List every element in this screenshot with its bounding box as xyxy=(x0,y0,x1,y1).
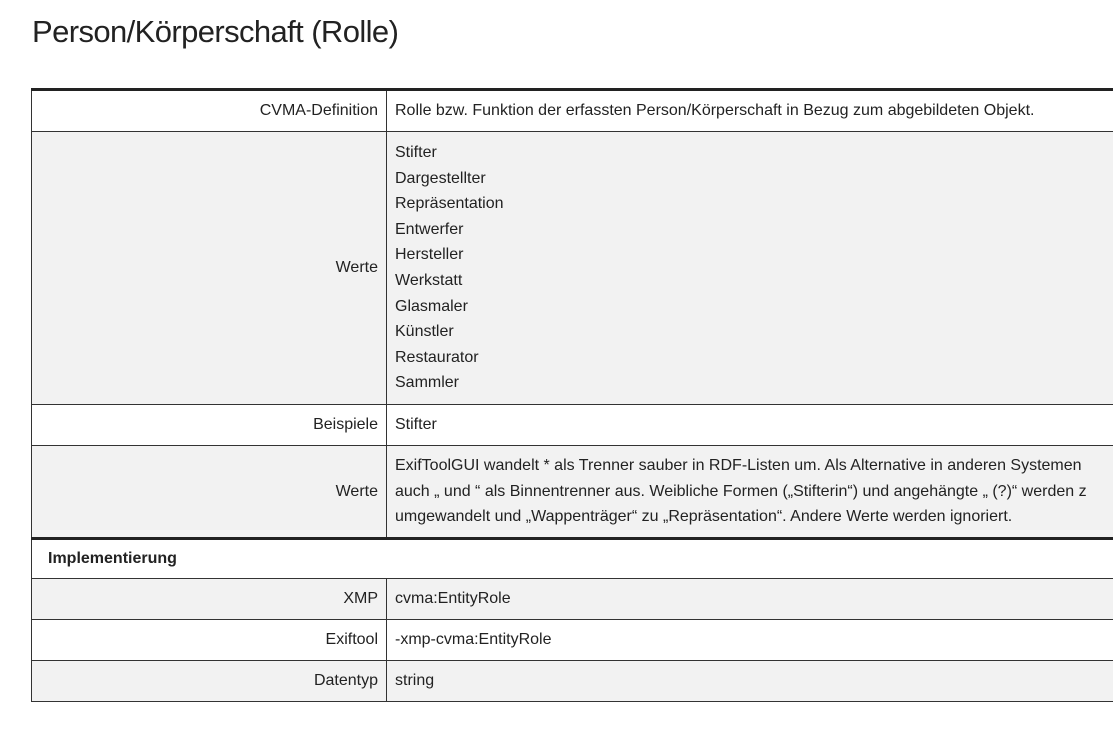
werte-notes-line: auch „ und “ als Binnentrenner aus. Weibliche Formen („Stifterin“) und angehängte „ (?)“ werden z xyxy=(395,482,1087,500)
werte-value: Werkstatt xyxy=(395,271,463,289)
table-row-beispiele xyxy=(32,404,1113,445)
werte-notes-label: Werte xyxy=(32,445,387,538)
table-row-datentyp xyxy=(32,660,1113,701)
werte-value: Glasmaler xyxy=(395,297,468,315)
datentyp-label: Datentyp xyxy=(32,660,387,701)
table-row-exiftool xyxy=(32,619,1113,660)
werte-value: Repräsentation xyxy=(395,195,504,213)
werte-value: Hersteller xyxy=(395,246,464,264)
table-row-definition xyxy=(32,90,1113,132)
implementierung-heading: Implementierung xyxy=(32,538,1113,578)
werte-value-list xyxy=(387,132,1113,405)
table-row-werte xyxy=(32,132,1113,405)
werte-notes-line: umgewandelt und „Wappenträger“ zu „Repräsentation“. Andere Werte werden ignoriert. xyxy=(395,508,1013,526)
werte-value: Künstler xyxy=(395,323,454,341)
werte-notes-line: ExifToolGUI wandelt * als Trenner sauber in RDF-Listen um. Als Alternative in anderen Systemen xyxy=(395,456,1082,474)
werte-value: Stifter xyxy=(395,144,437,161)
definition-value: Rolle bzw. Funktion der erfassten Person/Körperschaft in Bezug zum abgebildeten Objekt. xyxy=(387,90,1113,132)
werte-value: Entwerfer xyxy=(395,220,464,238)
werte-value: Dargestellter xyxy=(395,169,486,187)
beispiele-value: Stifter xyxy=(387,404,1113,445)
werte-label: Werte xyxy=(32,132,387,405)
page-title: Person/Körperschaft (Rolle) xyxy=(32,14,399,49)
werte-notes-value xyxy=(387,445,1113,538)
werte-value: Sammler xyxy=(395,374,460,392)
exiftool-label: Exiftool xyxy=(32,619,387,660)
werte-value: Restaurator xyxy=(395,348,479,366)
definition-label: CVMA-Definition xyxy=(32,90,387,132)
section-heading-implementierung xyxy=(32,538,1113,578)
table-row-xmp xyxy=(32,578,1113,619)
beispiele-label: Beispiele xyxy=(32,404,387,445)
metadata-table xyxy=(31,88,1113,702)
xmp-value: cvma:EntityRole xyxy=(387,578,1113,619)
xmp-label: XMP xyxy=(32,578,387,619)
datentyp-value: string xyxy=(387,660,1113,701)
table-row-werte-notes xyxy=(32,445,1113,538)
exiftool-value: -xmp-cvma:EntityRole xyxy=(387,619,1113,660)
